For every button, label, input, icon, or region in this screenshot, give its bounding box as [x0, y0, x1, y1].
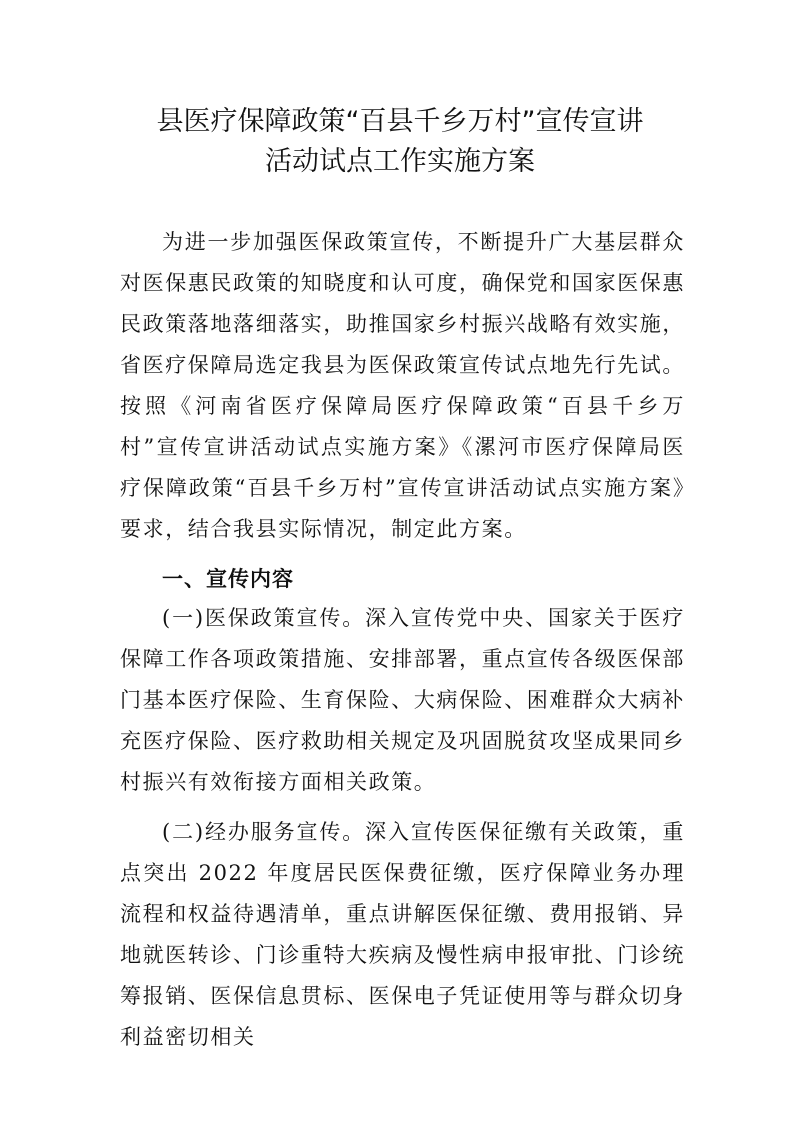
- section-heading-content: 一、宣传内容: [162, 567, 294, 591]
- document-title-line-1: 县医疗保障政策“百县千乡万村”宣传宣讲: [156, 106, 644, 137]
- service-publicity-paragraph: (二)经办服务宣传。深入宣传医保征缴有关政策，重点突出 2022 年度居民医保费征缴，医疗保障业务办理流程和权益待遇清单，重点讲解医保征缴、费用报销、异地就医转诊、门诊重特大疾病及慢性病申报审批、门诊统筹报销、医保信息贯标、医保电子凭证使用等与群众切身利益密切相关: [120, 820, 685, 1049]
- intro-paragraph: 为进一步加强医保政策宣传，不断提升广大基层群众对医保惠民政策的知晓度和认可度，确保党和国家医保惠民政策落地落细落实，助推国家乡村振兴战略有效实施，省医疗保障局选定我县为医保政策宣传试点地先行先试。按照《河南省医疗保障局医疗保障政策“百县千乡万村”宣传宣讲活动试点实施方案》《漯河市医疗保障局医疗保障政策“百县千乡万村”宣传宣讲活动试点实施方案》要求，结合我县实际情况，制定此方案。: [120, 230, 685, 541]
- document-title-line-2: 活动试点工作实施方案: [265, 146, 535, 177]
- policy-publicity-paragraph: (一)医保政策宣传。深入宣传党中央、国家关于医疗保障工作各项政策措施、安排部署，重点宣传各级医保部门基本医疗保险、生育保险、大病保险、困难群众大病补充医疗保险、医疗救助相关规定及巩固脱贫攻坚成果同乡村振兴有效衔接方面相关政策。: [120, 606, 685, 794]
